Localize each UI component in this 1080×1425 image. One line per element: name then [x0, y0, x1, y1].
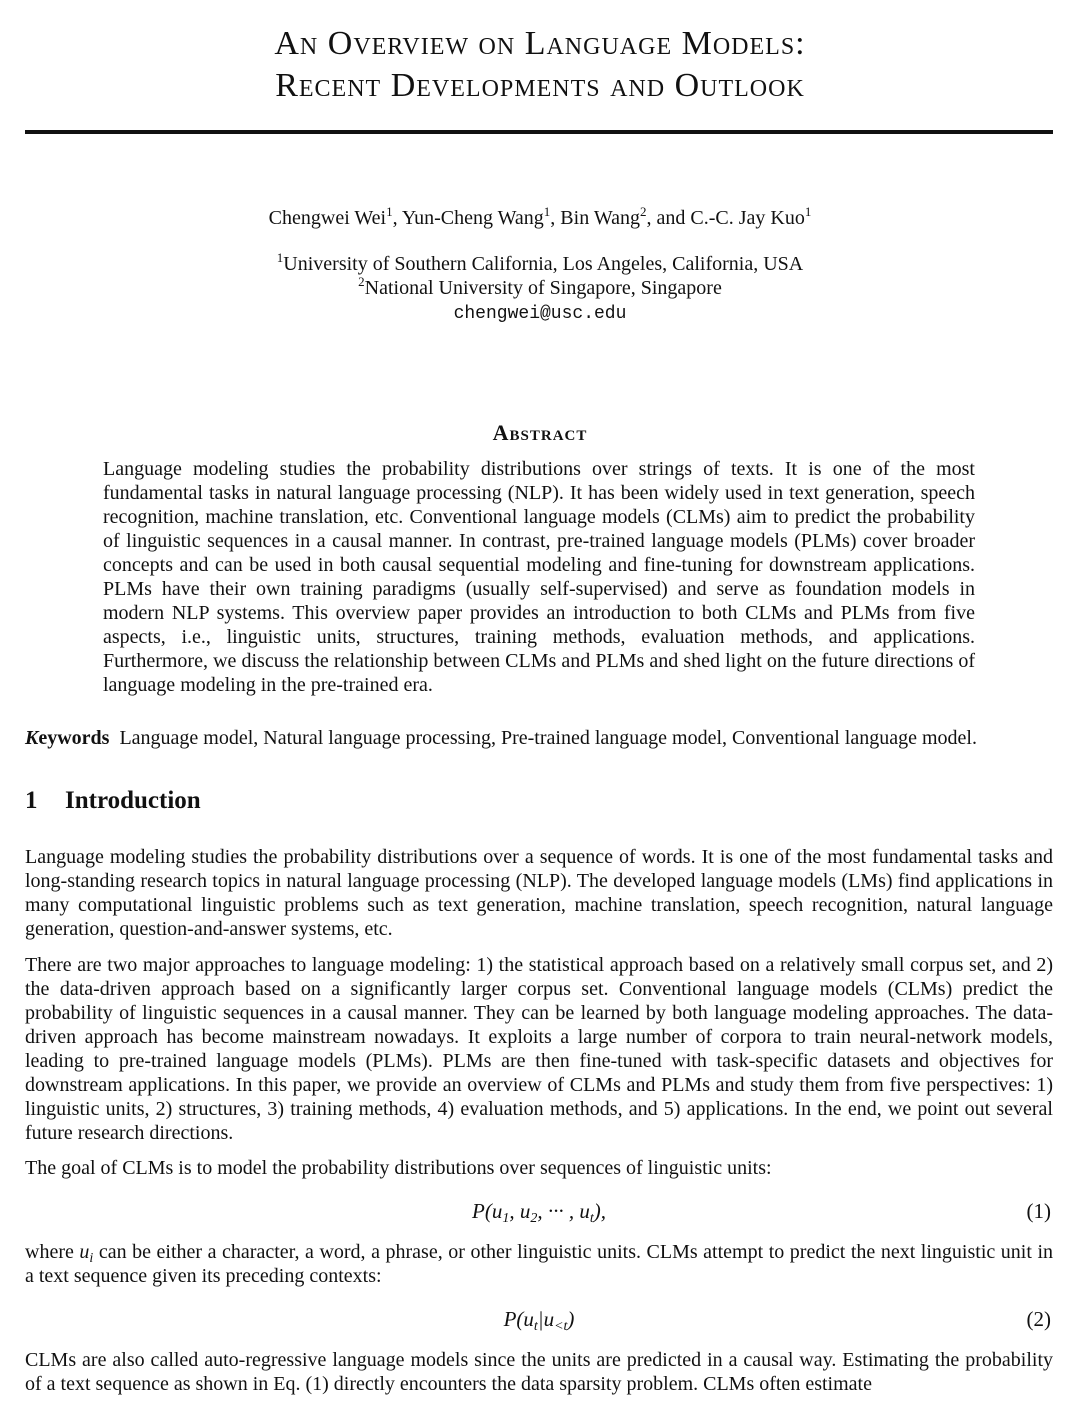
paragraph-2: There are two major approaches to language modeling: 1) the statistical approach based on a relatively small corpus set, and 2) the data-driven approach based on a significantly larger corpus set. Conventional language models (CLMs) predict the probability of linguistic sequences in a causal manner. They can be learned by both language modeling approaches. The data-driven approach has become mainstream nowadays. It exploits a large number of corpora to train neural-network models, leading to pre-trained language models (PLMs). PLMs are then fine-tuned with task-specific datasets and objectives for downstream applications. In this paper, we provide an overview of CLMs and PLMs and study them from five perspectives: 1) linguistic units, 2) structures, 3) training methods, 4) evaluation methods, and 5) applications. In the end, we point out several future research directions.	[25, 954, 1053, 1144]
paragraph-5: CLMs are also called auto-regressive language models since the units are predicted in a causal way. Estimating the probability of a text sequence as shown in Eq. (1) directly encounters the data sparsity problem. CLMs often estimate	[25, 1349, 1053, 1395]
author-name: Chengwei Wei	[268, 207, 387, 229]
equation-2-number: (2)	[1026, 1307, 1051, 1331]
author-line: Chengwei Wei$^1$, Yun-Cheng Wang$^1$, Bin Wang$^2$, and C.-C. Jay Kuo$^1$	[268, 204, 812, 229]
paragraph-1: Language modeling studies the probability distributions over a sequence of words. It is one of the most fundamental tasks and long-standing research topics in natural language processing (NLP). The developed language models (LMs) find applications in many computational linguistic problems such as text generation, machine translation, speech recognition, natural language generation, question-and-answer systems, etc.	[25, 846, 1053, 940]
author-name: Yun-Cheng Wang	[401, 207, 544, 229]
author-name: Bin Wang	[560, 207, 640, 229]
title-line-1: An Overview on Language Models:	[274, 25, 806, 62]
affiliation-mark: 2	[358, 274, 365, 289]
author-name: C.-C. Jay Kuo	[690, 207, 805, 229]
paragraph-3: The goal of CLMs is to model the probability distributions over sequences of linguistic units:	[25, 1157, 772, 1179]
affiliation-text: National University of Singapore, Singapore	[364, 277, 722, 299]
author-email[interactable]	[0, 300, 1080, 326]
affiliation-2	[0, 276, 1080, 300]
title-line-2: Recent Developments and Outlook	[275, 67, 805, 104]
affiliation-text: University of Southern California, Los Angeles, California, USA	[283, 253, 804, 275]
equation-2-expression: $P(u_t|u_{<t})$	[503, 1307, 575, 1334]
abstract-heading: Abstract	[492, 420, 588, 445]
abstract-text: Language modeling studies the probability distributions over strings of texts. It is one of the most fundamental tasks in natural language processing (NLP). It has been widely used in text generation, speech recognition, machine translation, etc. Conventional language models (CLMs) aim to predict the probability of linguistic sequences in a causal manner. In contrast, pre-trained language models (PLMs) cover broader concepts and can be used in both causal sequential modeling and fine-tuning for downstream applications. PLMs have their own training paradigms (usually self-supervised) and serve as foundation models in modern NLP systems. This overview paper provides an introduction to both CLMs and PLMs from five aspects, i.e., linguistic units, structures, training methods, evaluation methods, and applications. Furthermore, we discuss the relationship between CLMs and PLMs and shed light on the future directions of language modeling in the pre-trained era.	[103, 458, 975, 696]
affiliation-1	[0, 252, 1080, 276]
affiliation-mark: 1	[276, 250, 284, 265]
section-number: 1	[25, 787, 38, 814]
keywords-label: Keywords	[25, 727, 110, 749]
equation-1-number: (1)	[1026, 1199, 1051, 1223]
section-title: Introduction	[65, 787, 201, 814]
paragraph-4: where $u_i$ can be either a character, a word, a phrase, or other linguistic units. CLMs attempt to predict the next linguistic unit in a text sequence given its preceding contexts:	[25, 1241, 1054, 1287]
section-heading	[25, 786, 201, 816]
email-text[interactable]: chengwei@usc.edu	[453, 304, 627, 324]
author-affiliation-mark: 2	[639, 204, 647, 219]
author-affiliation-mark: 1	[543, 204, 551, 219]
author-affiliation-mark: 1	[386, 204, 393, 219]
math-variable: $u_i$	[79, 1241, 94, 1266]
title-rule	[25, 130, 1053, 134]
author-affiliation-mark: 1	[804, 204, 812, 219]
keywords-text: Language model, Natural language processing, Pre-trained language model, Conventional language model.	[119, 727, 977, 749]
keywords-line	[25, 726, 1065, 750]
equation-1-expression: $P(u_1$, $u_2$, ··· , $u_t$),	[472, 1199, 606, 1226]
